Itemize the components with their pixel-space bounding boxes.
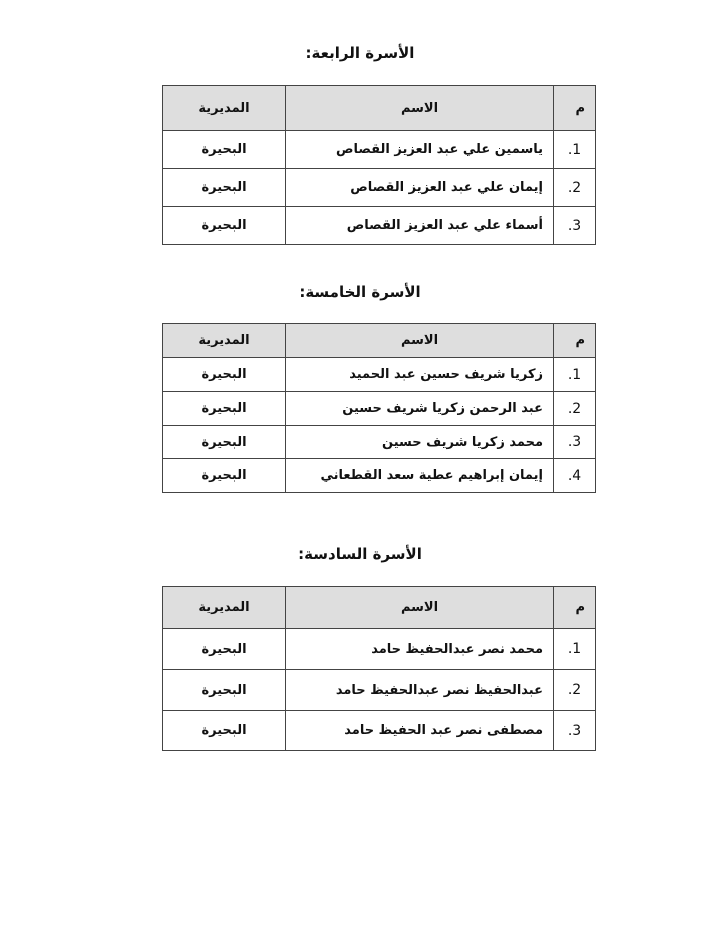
row-number: 3. [554,711,596,751]
table-row [163,207,596,245]
row-number: 1. [554,629,596,670]
row-name: إيمان إبراهيم عطية سعد القطعاني [286,459,554,493]
row-region: البحيرة [163,131,286,169]
table-row [163,169,596,207]
header-region: المديرية [163,587,286,629]
header-number: م [554,587,596,629]
section-title-fourth-family: الأسرة الرابعة: [305,44,415,62]
table-header-row [163,587,596,629]
header-region: المديرية [163,324,286,358]
table-row [163,358,596,392]
row-region: البحيرة [163,426,286,459]
row-number: 3. [554,207,596,245]
header-name: الاسم [286,587,554,629]
row-region: البحيرة [163,169,286,207]
table-row [163,426,596,459]
row-number: 2. [554,392,596,426]
header-number: م [554,324,596,358]
row-name: زكريا شريف حسين عبد الحميد [286,358,554,392]
header-region: المديرية [163,86,286,131]
row-name: ياسمين علي عبد العزيز القصاص [286,131,554,169]
section-title-sixth-family: الأسرة السادسة: [298,545,422,563]
table-row [163,670,596,711]
row-region: البحيرة [163,670,286,711]
row-number: 1. [554,131,596,169]
row-number: 2. [554,670,596,711]
row-region: البحيرة [163,629,286,670]
header-number: م [554,86,596,131]
row-number: 4. [554,459,596,493]
row-name: محمد زكريا شريف حسين [286,426,554,459]
row-name: عبدالحفيظ نصر عبدالحفيظ حامد [286,670,554,711]
table-header-row [163,324,596,358]
header-name: الاسم [286,324,554,358]
family-table-sixth [162,586,596,751]
row-number: 2. [554,169,596,207]
table-row [163,711,596,751]
row-region: البحيرة [163,392,286,426]
row-name: إيمان علي عبد العزيز القصاص [286,169,554,207]
row-number: 3. [554,426,596,459]
row-region: البحيرة [163,459,286,493]
row-name: محمد نصر عبدالحفيظ حامد [286,629,554,670]
table-row [163,131,596,169]
row-name: أسماء علي عبد العزيز القصاص [286,207,554,245]
table-row [163,392,596,426]
family-table-fourth [162,85,596,245]
row-region: البحيرة [163,711,286,751]
family-table-fifth [162,323,596,493]
row-number: 1. [554,358,596,392]
row-region: البحيرة [163,358,286,392]
header-name: الاسم [286,86,554,131]
row-name: مصطفى نصر عبد الحفيظ حامد [286,711,554,751]
table-row [163,629,596,670]
row-name: عبد الرحمن زكريا شريف حسين [286,392,554,426]
table-header-row [163,86,596,131]
table-row [163,459,596,493]
row-region: البحيرة [163,207,286,245]
section-title-fifth-family: الأسرة الخامسة: [299,283,421,301]
